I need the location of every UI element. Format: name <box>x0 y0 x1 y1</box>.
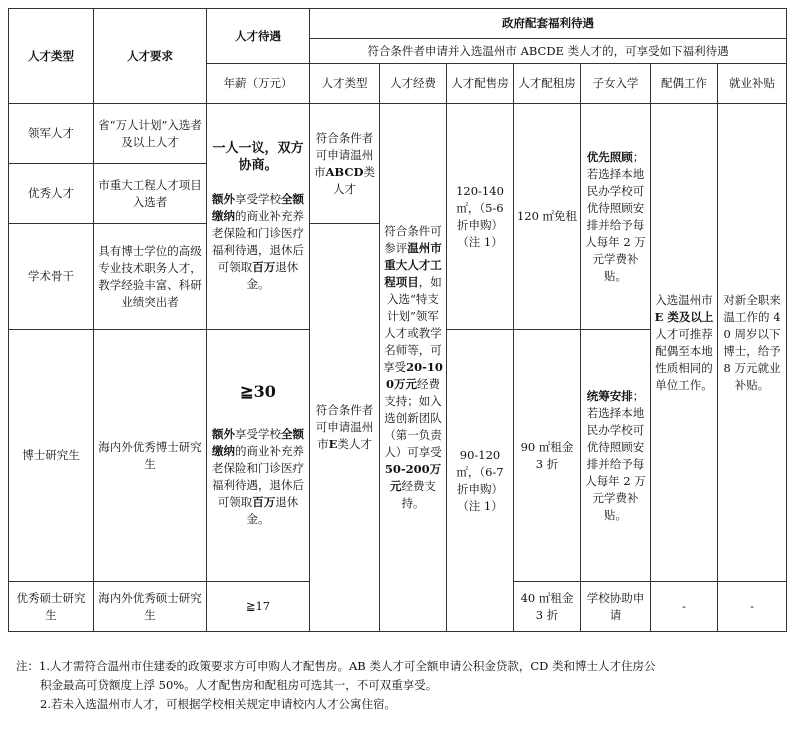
subheader-employment-subsidy: 就业补贴 <box>718 64 787 104</box>
header-talent-requirement: 人才要求 <box>94 9 207 104</box>
row-type-excellent: 优秀人才 <box>9 164 94 224</box>
school-1: 优先照顾；若选择本地民办学校可优待照顾安排并给予每人每年 2 万元学费补贴。 <box>581 104 651 330</box>
salary-negotiation-cell <box>207 104 310 330</box>
row-type-master: 优秀硕士研究生 <box>9 582 94 632</box>
subheader-funding: 人才经费 <box>380 64 447 104</box>
footnotes <box>16 657 786 714</box>
note-1-line-2: 积金最高可贷额度上浮 50%。人才配售房和配租房可选其一，不可双重享受。 <box>40 678 438 692</box>
header-gov-benefits: 政府配套福利待遇 <box>310 9 787 39</box>
note-1-line-1: 注：1.人才需符合温州市住建委的政策要求方可申购人才配售房。AB 类人才可全额申请公积金贷款，CD 类和博士人才住房公 <box>16 659 656 673</box>
salary-master: ≧17 <box>207 582 310 632</box>
row-type-leading: 领军人才 <box>9 104 94 164</box>
housing-rent-1: 120 ㎡免租 <box>514 104 581 330</box>
header-talent-treatment: 人才待遇 <box>207 9 310 64</box>
salary-doctor: ≧30 <box>240 382 276 401</box>
header-gov-benefits-note: 符合条件者申请并入选温州市 ABCDE 类人才的，可享受如下福利待遇 <box>310 39 787 64</box>
note-2: 2.若未入选温州市人才，可根据学校相关规定申请校内人才公寓住宿。 <box>40 697 396 711</box>
row-req-leading: 省“万人计划”入选者及以上人才 <box>94 104 207 164</box>
subheader-housing-rent: 人才配租房 <box>514 64 581 104</box>
employment-subsidy-dash: - <box>718 582 787 632</box>
row-req-excellent: 市重大工程人才项目入选者 <box>94 164 207 224</box>
eligibility-abcd: 符合条件者可申请温州市ABCD类人才 <box>310 104 380 224</box>
row-req-doctor: 海内外优秀博士研究生 <box>94 330 207 582</box>
pension-text-1: 额外享受学校全额缴纳的商业补充养老保险和门诊医疗福利待遇，退休后可领取百万退休金。 <box>212 192 304 291</box>
row-type-academic: 学术骨干 <box>9 224 94 330</box>
benefits-table-wrapper <box>8 8 787 632</box>
spouse-job-cell: 入选温州市 E 类及以上人才可推荐配偶至本地性质相同的单位工作。 <box>651 104 718 582</box>
school-2: 统筹安排；若选择本地民办学校可优待照顾安排并给予每人每年 2 万元学费补贴。 <box>581 330 651 582</box>
header-talent-type: 人才类型 <box>9 9 94 104</box>
eligibility-e: 符合条件者可申请温州市E类人才 <box>310 224 380 632</box>
row-req-academic: 具有博士学位的高级专业技术职务人才，教学经验丰富、科研业绩突出者 <box>94 224 207 330</box>
housing-rent-3: 40 ㎡租金 3 折 <box>514 582 581 632</box>
row-req-master: 海内外优秀硕士研究生 <box>94 582 207 632</box>
housing-sale-1: 120-140 ㎡，（5-6 折申购）（注 1） <box>447 104 514 330</box>
housing-rent-2: 90 ㎡租金 3 折 <box>514 330 581 582</box>
funding-cell: 符合条件可参评温州市重大人才工程项目，如入选“特支计划”领军人才或教学名师等，可享受20-100万元经费支持；如入选创新团队（第一负责人）可享受50-200万元经费支持。 <box>380 104 447 632</box>
housing-sale-2: 90-120 ㎡，（6-7 折申购）（注 1） <box>447 330 514 632</box>
row-type-doctor: 博士研究生 <box>9 330 94 582</box>
talent-benefits-table <box>8 8 787 632</box>
pension-text-2: 额外享受学校全额缴纳的商业补充养老保险和门诊医疗福利待遇，退休后可领取百万退休金。 <box>212 427 304 526</box>
salary-doctor-cell <box>207 330 310 582</box>
subheader-children-school: 子女入学 <box>581 64 651 104</box>
header-salary: 年薪（万元） <box>207 64 310 104</box>
school-3: 学校协助申请 <box>581 582 651 632</box>
salary-negotiation: 一人一议，双方协商。 <box>212 141 304 173</box>
subheader-housing-sale: 人才配售房 <box>447 64 514 104</box>
subheader-talent-type: 人才类型 <box>310 64 380 104</box>
employment-subsidy-cell: 对新全职来温工作的 40 周岁以下博士，给予 8 万元就业补贴。 <box>718 104 787 582</box>
subheader-spouse-job: 配偶工作 <box>651 64 718 104</box>
spouse-job-dash: - <box>651 582 718 632</box>
